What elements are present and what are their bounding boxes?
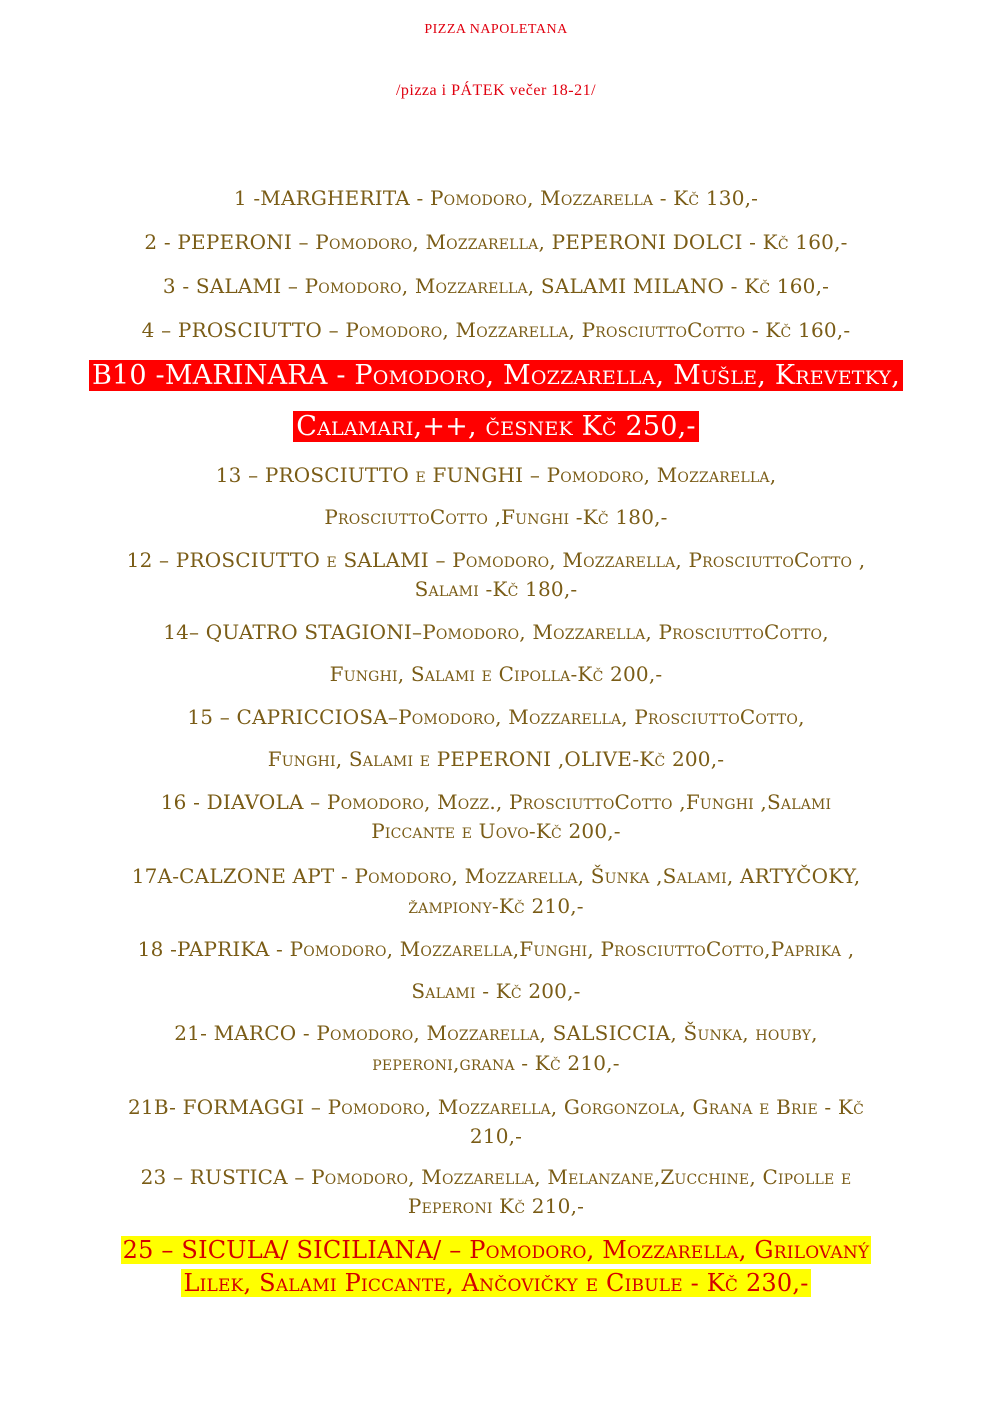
menu-item-line: 14– QUATRO STAGIONI–Pomodoro, Mozzarella, ProsciuttoCotto, [163,620,829,644]
menu-item-line: 16 - DIAVOLA – Pomodoro, Mozz., ProsciuttoCotto ,Funghi ,Salami [160,790,832,814]
menu-subtitle: /pizza i PÁTEK večer 18-21/ [395,82,597,99]
menu-item-line: Salami - Kč 200,- [411,979,581,1003]
menu-item-line: 15 – CAPRICCIOSA–Pomodoro, Mozzarella, ProsciuttoCotto, [187,705,805,729]
menu-title: PIZZA NAPOLETANA [424,22,568,37]
menu-item-line-highlight-yellow: Lilek, Salami Piccante, Ančovičky e Cibule - Kč 230,- [183,1269,809,1297]
menu-item-line-highlight-red: B10 -MARINARA - Pomodoro, Mozzarella, Mušle, Krevetky, [0,357,992,395]
menu-item-line: 21- MARCO - Pomodoro, Mozzarella, SALSICCIA, Šunka, houby, [174,1021,818,1045]
menu-item-line: 23 – RUSTICA – Pomodoro, Mozzarella, Melanzane,Zucchine, Cipolle e [140,1165,852,1189]
menu-item-line: 4 – PROSCIUTTO – Pomodoro, Mozzarella, ProsciuttoCotto - Kč 160,- [141,318,851,342]
menu-item-line: Funghi, Salami e Cipolla-Kč 200,- [329,662,663,686]
menu-item-line: Peperoni Kč 210,- [407,1194,585,1218]
menu-item-line-highlight-yellow: 25 – SICULA/ SICILIANA/ – Pomodoro, Mozzarella, Grilovaný [122,1236,870,1264]
menu-item-line: Funghi, Salami e PEPERONI ,OLIVE-Kč 200,- [267,747,725,771]
menu-item-line: Salami -Kč 180,- [414,577,578,601]
menu-item-line: 210,- [469,1124,523,1148]
menu-item-line: 2 - PEPERONI – Pomodoro, Mozzarella, PEPERONI DOLCI - Kč 160,- [144,230,848,254]
menu-item-line: peperoni,grana - Kč 210,- [372,1051,620,1075]
menu-item-line: 17A-CALZONE APT - Pomodoro, Mozzarella, Šunka ,Salami, ARTYČOKY, [131,864,861,888]
menu-item-line: 18 -PAPRIKA - Pomodoro, Mozzarella,Funghi, ProsciuttoCotto,Paprika , [137,937,855,961]
menu-item-line: ProsciuttoCotto ,Funghi -Kč 180,- [324,505,668,529]
menu-item-line-highlight-red: Calamari,++, česnek Kč 250,- [0,408,992,446]
menu-item-line: 21B- FORMAGGI – Pomodoro, Mozzarella, Gorgonzola, Grana e Brie - Kč [127,1095,864,1119]
menu-item-line: 1 -MARGHERITA - Pomodoro, Mozzarella - Kč 130,- [233,186,759,210]
menu-item-line: 3 - SALAMI – Pomodoro, Mozzarella, SALAMI MILANO - Kč 160,- [162,274,830,298]
menu-item-line: žampiony-Kč 210,- [408,894,584,918]
menu-item-line: Piccante e Uovo-Kč 200,- [371,819,621,843]
menu-item-line: 13 – PROSCIUTTO e FUNGHI – Pomodoro, Mozzarella, [215,463,777,487]
menu-item-line: 12 – PROSCIUTTO e SALAMI – Pomodoro, Mozzarella, ProsciuttoCotto , [126,548,866,572]
